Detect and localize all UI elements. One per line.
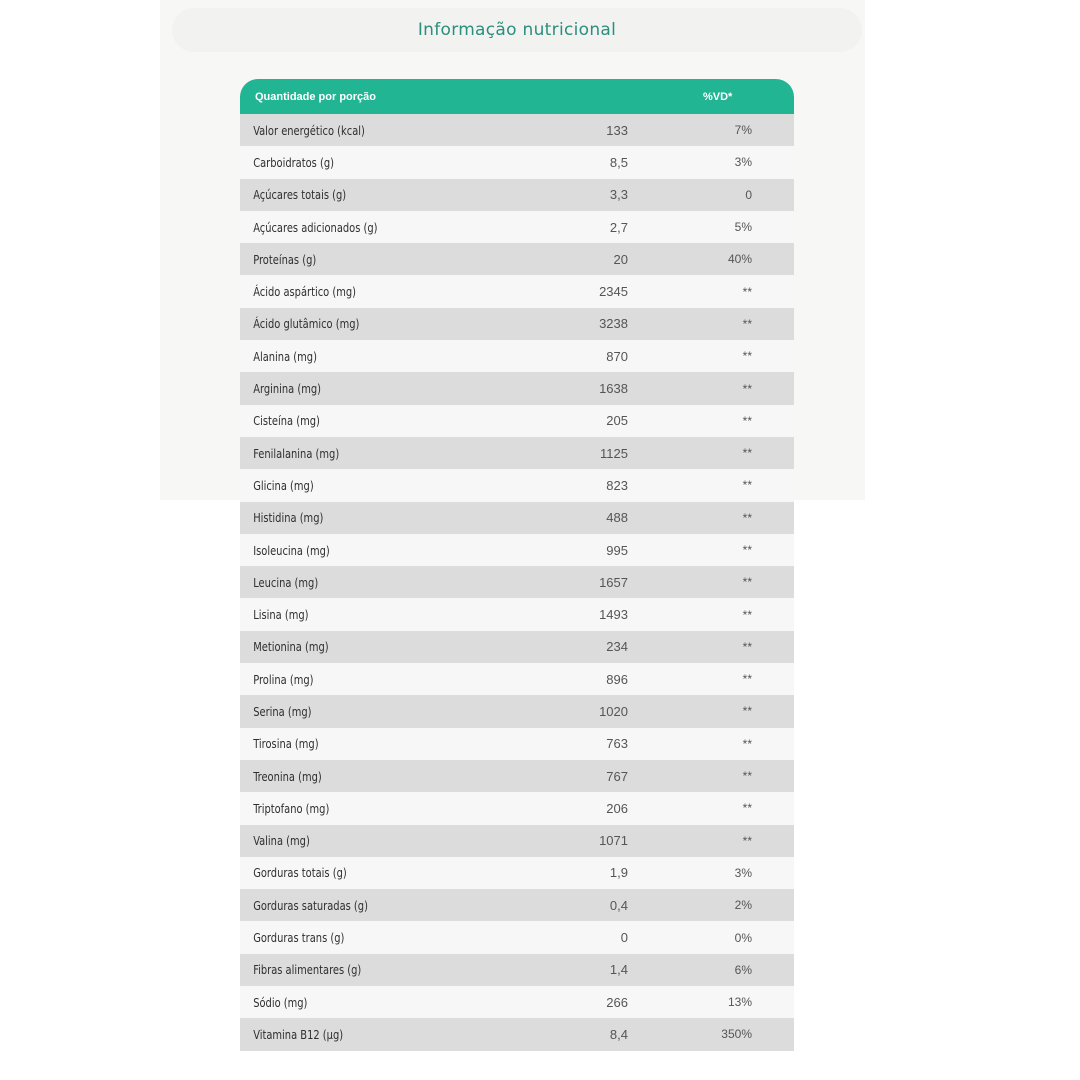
nutrient-name: Alanina (mg) [253,348,317,364]
table-row [240,340,794,372]
nutrient-name: Glicina (mg) [253,477,314,493]
nutrient-daily-value: ** [742,413,752,428]
nutrient-daily-value: ** [742,381,752,396]
nutrient-quantity: 763 [606,736,628,752]
nutrient-daily-value: ** [742,543,752,557]
nutrient-quantity: 1020 [599,703,628,719]
nutrient-name: Prolina (mg) [253,671,314,687]
nutrient-quantity: 896 [606,671,628,687]
nutrient-quantity: 2345 [599,284,628,300]
nutrient-daily-value: 40% [727,252,752,267]
table-row [240,857,794,889]
table-row [240,502,794,534]
nutrient-quantity: 8,5 [609,154,628,170]
nutrient-daily-value: ** [742,607,752,622]
nutrient-name: Valina (mg) [253,833,310,849]
table-row [240,695,794,727]
nutrient-quantity: 870 [606,348,628,364]
nutrient-name: Vitamina B12 (µg) [253,1026,344,1042]
table-row [240,243,794,275]
nutrient-name: Tirosina (mg) [253,736,319,752]
table-row [240,179,794,211]
nutrient-quantity: 206 [606,800,628,816]
nutrient-name: Sódio (mg) [253,994,308,1010]
nutrient-quantity: 20 [613,251,628,267]
table-row [240,405,794,437]
nutrient-daily-value: 3% [734,155,752,170]
nutrient-name: Ácido glutâmico (mg) [253,316,360,332]
nutrient-daily-value: ** [742,510,752,525]
nutrient-name: Fibras alimentares (g) [253,962,362,978]
table-row [240,760,794,792]
nutrient-daily-value: ** [742,575,752,590]
table-row [240,275,794,307]
table-row [240,825,794,857]
nutrient-name: Serina (mg) [253,703,312,719]
nutrient-name: Treonina (mg) [253,768,322,784]
nutrient-quantity: 133 [606,122,628,138]
table-row [240,986,794,1018]
table-row [240,663,794,695]
nutrient-quantity: 0,4 [609,897,628,913]
nutrient-name: Triptofano (mg) [253,800,330,816]
nutrient-name: Lisina (mg) [253,607,309,623]
table-row [240,598,794,630]
nutrient-quantity: 995 [606,542,628,558]
nutrient-name: Isoleucina (mg) [253,542,330,558]
table-row [240,534,794,566]
table-row [240,631,794,663]
table-row [240,921,794,953]
table-row [240,211,794,243]
nutrient-name: Arginina (mg) [253,381,322,397]
nutrient-daily-value: 0% [734,930,752,945]
header-serving-quantity: Quantidade por porção [255,90,377,103]
nutrient-name: Metionina (mg) [253,639,329,655]
nutrient-name: Histidina (mg) [253,510,324,526]
table-row [240,114,794,146]
nutrient-quantity: 266 [606,994,628,1010]
nutrient-name: Gorduras trans (g) [253,930,345,946]
nutrient-daily-value: 3% [734,865,752,880]
nutrient-quantity: 3,3 [609,187,628,203]
nutrient-daily-value: 6% [734,962,752,977]
nutrient-daily-value: ** [742,478,752,493]
nutrient-name: Gorduras saturadas (g) [253,897,368,913]
nutrient-quantity: 205 [606,413,628,429]
nutrient-daily-value: 7% [734,123,752,138]
nutrient-daily-value: ** [742,736,752,751]
table-row [240,728,794,760]
nutrient-daily-value: ** [742,349,752,364]
nutrient-daily-value: ** [742,833,752,848]
nutrient-quantity: 1,9 [609,865,628,881]
nutrient-daily-value: ** [742,639,752,654]
nutrient-daily-value: ** [742,769,752,784]
nutrient-name: Gorduras totais (g) [253,865,347,881]
nutrient-quantity: 1493 [599,607,628,623]
nutrient-quantity: 488 [606,510,628,526]
nutrient-quantity: 1657 [599,574,628,590]
table-row [240,437,794,469]
nutrient-daily-value: 2% [734,898,752,913]
nutrient-daily-value: ** [742,316,752,331]
section-title: Informação nutricional [417,20,617,40]
nutrient-quantity: 823 [606,477,628,493]
nutrient-quantity: 234 [606,639,628,655]
nutrient-daily-value: 350% [721,1027,752,1042]
table-row [240,1018,794,1050]
nutrient-quantity: 1125 [600,445,628,461]
nutrient-quantity: 2,7 [609,219,628,235]
nutrient-daily-value: ** [742,446,752,461]
nutrient-daily-value: 5% [734,220,752,235]
table-row [240,308,794,340]
nutrient-name: Açúcares adicionados (g) [253,219,378,235]
table-row [240,954,794,986]
table-row [240,889,794,921]
nutrient-quantity: 3238 [599,316,628,332]
nutrient-quantity: 1071 [599,833,628,849]
nutrient-name: Leucina (mg) [253,574,319,590]
nutrient-daily-value: ** [742,704,752,719]
table-row [240,372,794,404]
nutrient-daily-value: ** [742,801,752,816]
nutrient-quantity: 1,4 [609,962,628,978]
table-row [240,792,794,824]
nutrient-name: Fenilalanina (mg) [253,445,340,461]
table-body [240,114,794,1051]
section-title-bar[interactable] [172,8,862,52]
nutrient-quantity: 8,4 [609,1026,628,1042]
nutrient-daily-value: 0 [745,187,752,202]
table-header [240,79,794,114]
nutrient-quantity: 767 [606,768,628,784]
nutrient-name: Açúcares totais (g) [253,187,347,203]
nutrition-table [240,79,794,1051]
nutrient-quantity: 1638 [599,381,628,397]
nutrient-daily-value: ** [742,672,752,687]
table-row [240,146,794,178]
nutrient-name: Valor energético (kcal) [253,122,365,138]
nutrient-daily-value: 13% [727,995,752,1010]
nutrient-name: Cisteína (mg) [253,413,320,429]
nutrient-daily-value: ** [742,284,752,299]
header-daily-value: %VD* [703,90,733,103]
table-row [240,469,794,501]
nutrient-name: Ácido aspártico (mg) [253,284,356,300]
nutrient-name: Carboidratos (g) [253,154,334,170]
table-row [240,566,794,598]
nutrient-name: Proteínas (g) [253,251,317,267]
nutrient-quantity: 0 [620,930,628,946]
